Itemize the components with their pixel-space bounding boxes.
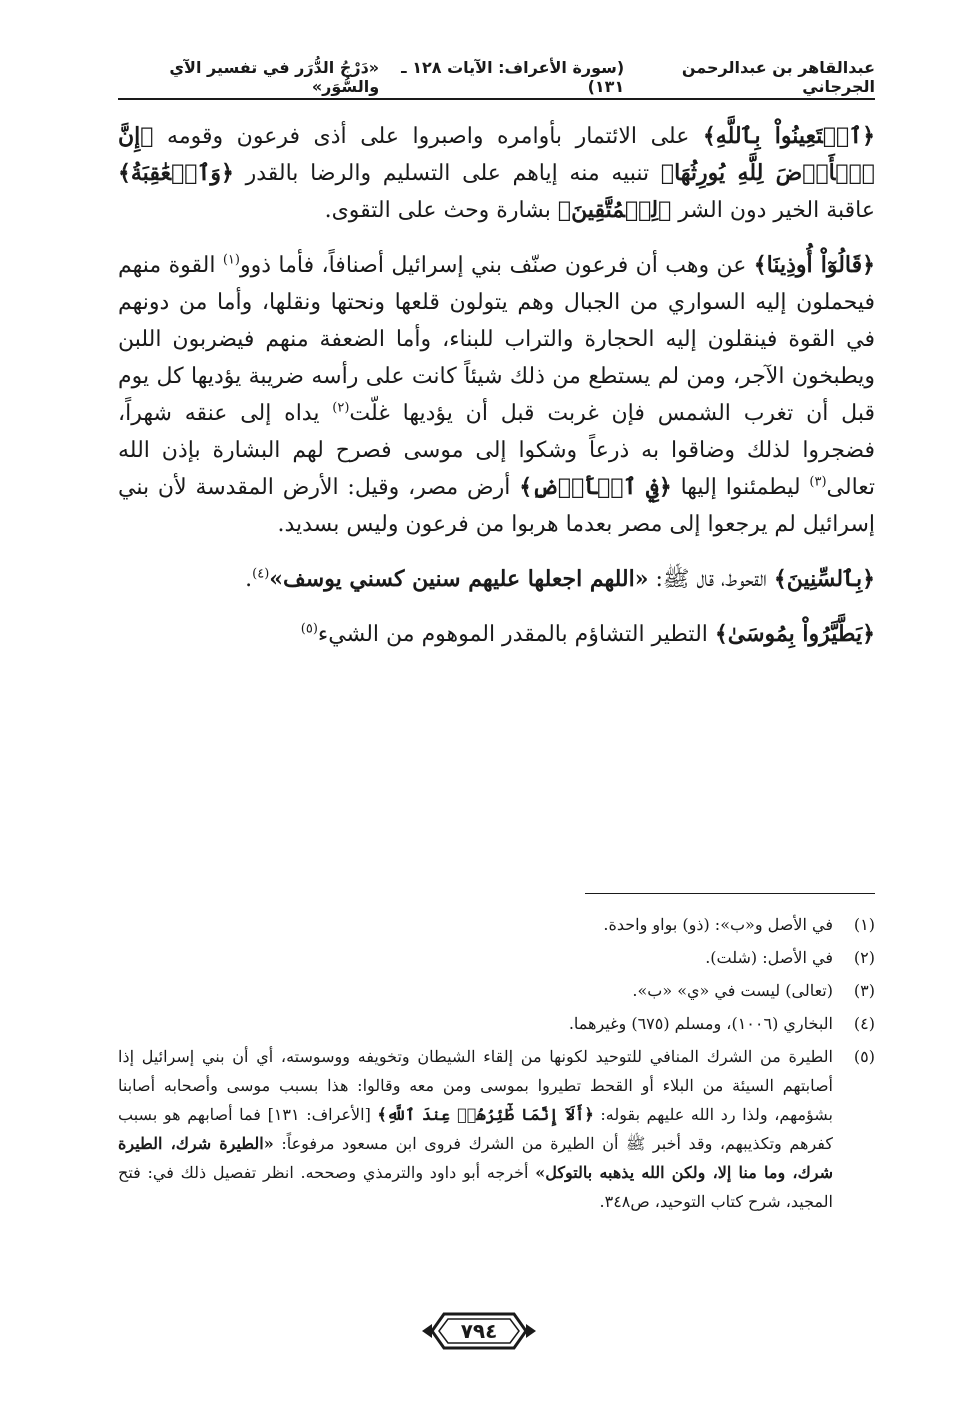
header-book-title: «دَرْجُ الدُّرَر في تفسير الآي والسُّوَر» xyxy=(169,58,380,96)
quran-quote: ﴿يَطَّيَّرُواْ بِمُوسَىٰ﴾ xyxy=(714,621,875,647)
footnotes xyxy=(118,910,875,1220)
quran-quote: ﴿أَلَآ إِنَّمَا طَٰٓئِرُهُمۡ عِندَ ٱللَّهِ﴾ xyxy=(377,1105,594,1124)
footnote-text: في الأصل: (شلت). xyxy=(705,948,833,967)
header-rule xyxy=(118,98,875,100)
hadith-quote: «اللهم اجعلها عليهم سنين كسني يوسف» xyxy=(269,566,649,592)
page-number: ٧٩٤ xyxy=(460,1319,498,1343)
footnote-4 xyxy=(118,1009,875,1038)
footnote-text: البخاري (١٠٠٦)، ومسلم (٦٧٥) وغيرهما. xyxy=(568,1014,833,1033)
footnote-ref[interactable]: (١) xyxy=(222,252,240,268)
running-header xyxy=(118,58,875,96)
footnote-text: (تعالى) ليست في «ي» «ب». xyxy=(632,981,833,1000)
quran-quote: ﴿إِنَّ ٱلۡأَرۡضَ لِلَّهِ يُورِثُهَا﴾ xyxy=(118,123,875,186)
paragraph-2 xyxy=(118,247,875,543)
text-span: ليطمئنوا إليها xyxy=(671,475,810,500)
text-span: بشارة وحث على التقوى. xyxy=(324,198,558,223)
footnote-ref[interactable]: (٣) xyxy=(809,474,827,490)
footnote-number: (٢) xyxy=(853,948,875,967)
footnote-ref[interactable]: (٥) xyxy=(300,621,318,637)
text-span: أرض مصر، وقيل: الأرض المقدسة لأن بني إسرائيل لم يرجعوا إلى مصر بعدما هربوا من فرعون وليس بسديد. xyxy=(118,475,875,537)
text-span: التطير التشاؤم بالمقدر الموهوم من الشيء xyxy=(317,622,715,647)
footnote-3 xyxy=(118,976,875,1005)
footnote-number: (١) xyxy=(853,915,875,934)
footnote-ref[interactable]: (٢) xyxy=(332,400,350,416)
quran-quote: ﴿فِي ٱلۡأَرۡضِ﴾ xyxy=(519,474,672,500)
quran-quote: ﴿قَالُوٓاْ أُوذِينَا﴾ xyxy=(753,252,876,278)
text-span: على الائتمار بأوامره واصبروا على أذى فرعون وقومه xyxy=(153,124,703,149)
main-text xyxy=(118,118,875,671)
text-span: تنبيه منه إياهم على التسليم والرضا بالقدر xyxy=(233,161,661,186)
text-span: القحوط، قال ﷺ: xyxy=(648,567,774,592)
quran-quote: ﴿لِلۡمُتَّقِينَ﴾ xyxy=(557,197,672,223)
text-span: [الأعراف: ١٣١] فما أصابهم هو بسبب كفرهم وتكذيبهم، وقد أخبر ﷺ أن الطيرة من الشرك فروى ابن مسعود مرفوعاً: xyxy=(118,1105,833,1153)
quran-quote: ﴿وَٱلۡعَٰقِبَةُ﴾ xyxy=(118,160,234,186)
text-span: . xyxy=(245,567,253,592)
footnote-text xyxy=(118,1042,833,1216)
footnote-separator xyxy=(585,893,875,894)
footnote-number: (٤) xyxy=(853,1014,875,1033)
header-surah-range: (سورة الأعراف: الآيات ١٢٨ ـ ١٣١) xyxy=(401,58,625,96)
text-span: عاقبة الخير دون الشر xyxy=(671,198,875,223)
quran-quote: ﴿ٱسۡتَعِينُواْ بِٱللَّهِ﴾ xyxy=(702,123,876,149)
footnote-number: (٣) xyxy=(853,981,875,1000)
paragraph-3 xyxy=(118,561,875,598)
page-number-frame xyxy=(420,1306,538,1356)
header-author: عبدالقاهر بن عبدالرحمن الجرجاني xyxy=(681,58,875,96)
footnote-2 xyxy=(118,943,875,972)
text-span: أخرجه أبو داود والترمذي وصححه. انظر تفصيل ذلك في: فتح المجيد، شرح كتاب التوحيد، ص٣٤٨. xyxy=(118,1163,833,1211)
quran-quote: ﴿بِٱلسِّنِينَ﴾ xyxy=(773,566,875,592)
footnote-number: (٥) xyxy=(853,1047,875,1066)
text-span: عن وهب أن فرعون صنّف بني إسرائيل أصنافاً، فأما ذوو xyxy=(239,253,754,278)
footnote-text: في الأصل و«ب»: (ذو) بواو واحدة. xyxy=(603,915,833,934)
footnote-5 xyxy=(118,1042,875,1216)
text-span: الطيرة من الشرك المنافي للتوحيد لكونها من إلقاء الشيطان وتخويفه ووسوسته، أي أن بني إسرائيل إذا أصابتهم السيئة من البلاء أو القحط تطيروا بموسى ومن معه وقالوا: هذا بسبب موسى وأصحابه أصابنا بشؤمهم، ولذا رد الله عليهم بقوله: xyxy=(118,1047,834,1124)
footnote-1 xyxy=(118,910,875,939)
paragraph-4 xyxy=(118,616,875,653)
hadith-quote: «الطيرة شرك، الطيرة شرك، وما منا إلا، ولكن الله يذهبه بالتوكل» xyxy=(118,1134,834,1182)
paragraph-1 xyxy=(118,118,875,229)
footnote-ref[interactable]: (٤) xyxy=(252,566,270,582)
text-span: القوة منهم فيحملون إليه السواري من الجبال وهم يتولون قلعها ونحتها ونقلها، وأما من دونهم في القوة فينقلون إليه الحجارة والتراب للبناء، وأما الضعفة منهم فيضربون اللبن ويطبخون الآجر، ومن لم يستطع من ذلك شيئاً كانت على رأسه ضريبة يؤديها كل يوم قبل أن تغرب الشمس فإن غربت قبل أن يؤديها غلّت xyxy=(118,253,875,426)
text-span: يداه إلى عنقه شهراً، فضجروا لذلك وضاقوا به ذرعاً وشكوا إلى موسى فصرح لهم البشارة بإذن الله تعالى xyxy=(118,401,876,500)
